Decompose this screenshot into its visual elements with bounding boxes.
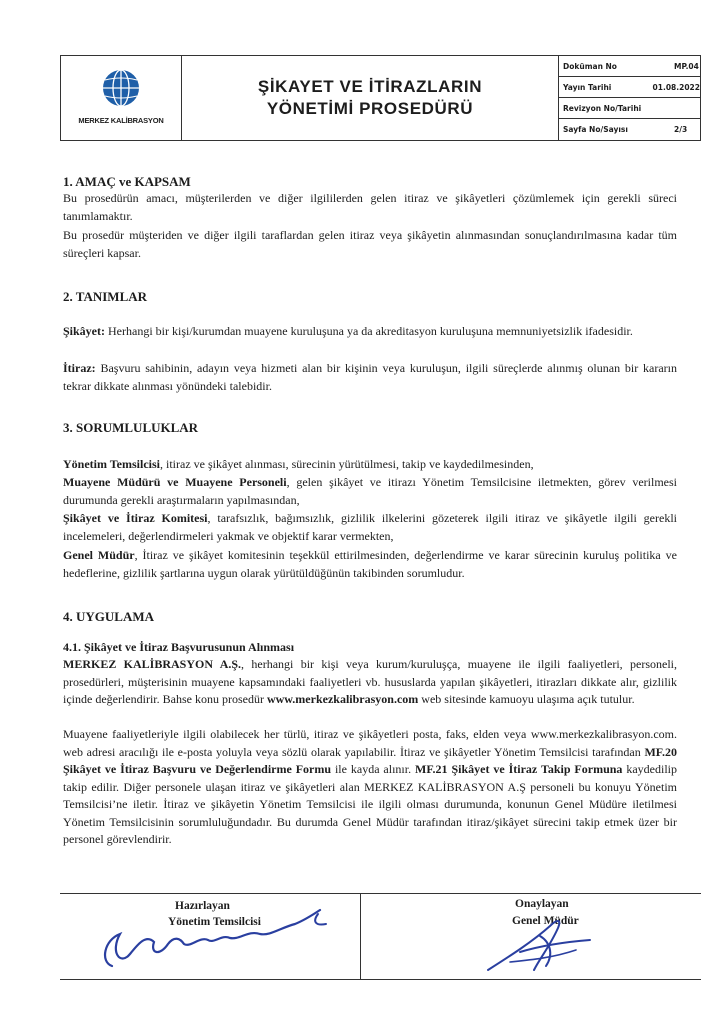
- approved-role: Genel Müdür: [512, 915, 579, 927]
- meta-row: [559, 56, 700, 77]
- section-1-title: 1. AMAÇ ve KAPSAM: [63, 174, 191, 189]
- logo: [61, 56, 182, 140]
- definition-objection: [63, 360, 677, 395]
- definition-term: Şikâyet:: [63, 324, 105, 338]
- responsibility-2: [63, 474, 677, 509]
- responsibility-3: [63, 510, 677, 545]
- meta-key: Sayfa No/Sayısı: [563, 125, 628, 134]
- definition-text: Herhangi bir kişi/kurumdan muayene kuruluşuna ya da akreditasyon kuruluşuna memnuniyetsizlik ifadesidir.: [105, 324, 633, 338]
- logo-text: MERKEZ KALİBRASYON: [78, 116, 164, 125]
- meta-row: [559, 77, 700, 98]
- website-link[interactable]: www.merkezkalibrasyon.com: [266, 692, 419, 706]
- responsibility-term: Yönetim Temsilcisi: [63, 457, 161, 471]
- section-1-para-1: Bu prosedürün amacı, müşterilerden ve diğer ilgililerden gelen itiraz ve şikâyetleri çözümlemek için gerekli süreci tanımlamaktır.: [63, 191, 677, 223]
- responsibility-term: Şikâyet ve İtiraz Komitesi: [63, 511, 208, 525]
- title-line-2: YÖNETİMİ PROSEDÜRÜ: [266, 99, 474, 118]
- section-3-title: 3. SORUMLULUKLAR: [63, 420, 199, 435]
- logo-globe-icon: [99, 66, 143, 112]
- responsibility-term: Genel Müdür: [63, 548, 135, 562]
- responsibility-text: , İtiraz ve şikâyet komitesinin teşekkül ettirilmesinden, değerlendirme ve karar sürecinin kuruluş politika ve hedeflerine, gizlilik şartlarına uygun olarak yürütüldüğünün takibinden sorumludur.: [63, 548, 678, 580]
- para-text: kaydedilip takip edilir. Diğer personele ulaşan itiraz ve şikâyetleri alan MERKEZ KALİBRASYON A.Ş personeli bu konuyu Yönetim Temsilcisi’ne iletir. İtiraz ve şikâyetin Yönetim Temsilcisi ile ilgili olması durumunda, konunun Genel Müdüre iletilmesi Yönetim Temsilcisinin sorumluluğundadır. Bu durumda Genel Müdür tarafından itiraz/şikâyet sürecini takip etmek üzer bir personel görevlendirir.: [63, 762, 677, 846]
- para-text: Muayene faaliyetleriyle ilgili olabilecek her türlü, itiraz ve şikâyetleri posta, faks, elden veya www.merkezkalibrasyon.com. web adresi aracılığı ile e-posta yoluyla veya sözlü olarak yapılabilir. İtiraz ve şikâyetler Yönetim Temsilcisi tarafından: [63, 727, 677, 759]
- document-meta-table: [559, 56, 700, 140]
- section-2-title: 2. TANIMLAR: [63, 289, 148, 304]
- prepared-role: Yönetim Temsilcisi: [168, 916, 261, 928]
- meta-row: [559, 98, 700, 119]
- responsibility-text: , tarafsızlık, bağımsızlık, gizlilik ilkelerini gözeterek ilgili itiraz ve şikâyetle ilgili gerekli incelemeleri, değerlendirmeleri yakmak ve objektif karar vermekten,: [63, 511, 677, 543]
- definition-term: İtiraz:: [63, 361, 96, 375]
- section-4-title: 4. UYGULAMA: [63, 609, 154, 624]
- form-reference: MF.21 Şikâyet ve İtiraz Takip Formuna: [415, 762, 623, 776]
- prepared-label: Hazırlayan: [175, 900, 230, 912]
- meta-row: [559, 119, 700, 140]
- approver-signature: [480, 912, 600, 976]
- responsibility-text: , gelen şikâyet ve itirazı Yönetim Temsilcisine iletmekten, görev verilmesi durumunda gerekli araştırmaların yapılmasından,: [63, 475, 677, 507]
- section-1-para-2: Bu prosedür müşteriden ve diğer ilgili taraflardan gelen itiraz veya şikâyetin alınmasından sonuçlandırılmasına kadar tüm süreçleri kapsar.: [63, 228, 677, 260]
- document-title: [182, 56, 559, 140]
- subsection-4-1-title: 4.1. Şikâyet ve İtiraz Başvurusunun Alınması: [63, 640, 295, 654]
- approved-label: Onaylayan: [515, 898, 569, 910]
- preparer-signature: [90, 904, 350, 976]
- meta-value: MP.04: [674, 61, 699, 71]
- definition-complaint: [63, 323, 677, 341]
- company-name: MERKEZ KALİBRASYON A.Ş.: [63, 657, 242, 671]
- definition-text: Başvuru sahibinin, adayın veya hizmeti alan bir kişinin veya kuruluşun, ilgili süreçlerde alınmış olunan bir kararın tekrar dikkate alınması yönündeki talebidir.: [63, 361, 677, 393]
- title-line-1: ŞİKAYET VE İTİRAZLARIN: [257, 77, 483, 96]
- para-text: , herhangi bir kişi veya kurum/kuruluşça, muayene ile ilgili faaliyetleri, personeli, prosedürleri, müşterisinin muayene kapsamındaki faaliyetleri vb. hususlarda yapılan şikâyetleri, itirazları dikkate alır, gizlilik içinde değerlendirir. Bahse konu prosedür: [63, 657, 677, 706]
- document-header: [60, 55, 701, 141]
- meta-value: 01.08.2022: [652, 82, 700, 92]
- para-text: web sitesinde kamuoyu ulaşıma açık tutulur.: [418, 692, 635, 706]
- responsibility-1: [63, 456, 677, 474]
- responsibility-term: Muayene Müdürü ve Muayene Personeli: [63, 475, 287, 489]
- form-reference: MF.20 Şikâyet ve İtiraz Başvuru ve Değerlendirme Formu: [63, 744, 677, 776]
- section-4-para-1: [63, 656, 677, 709]
- footer-divider: [360, 894, 361, 979]
- signature-footer: [60, 893, 701, 980]
- meta-key: Revizyon No/Tarihi: [563, 103, 642, 113]
- meta-key: Doküman No: [563, 61, 617, 71]
- meta-value: 2/3: [674, 125, 688, 134]
- para-text: ile kayda alınır.: [331, 762, 415, 776]
- meta-key: Yayın Tarihi: [563, 82, 612, 92]
- responsibility-4: [63, 547, 677, 582]
- section-4-para-2: [63, 726, 677, 849]
- responsibility-text: , itiraz ve şikâyet alınması, sürecinin yürütülmesi, takip ve kaydedilmesinden,: [160, 457, 534, 471]
